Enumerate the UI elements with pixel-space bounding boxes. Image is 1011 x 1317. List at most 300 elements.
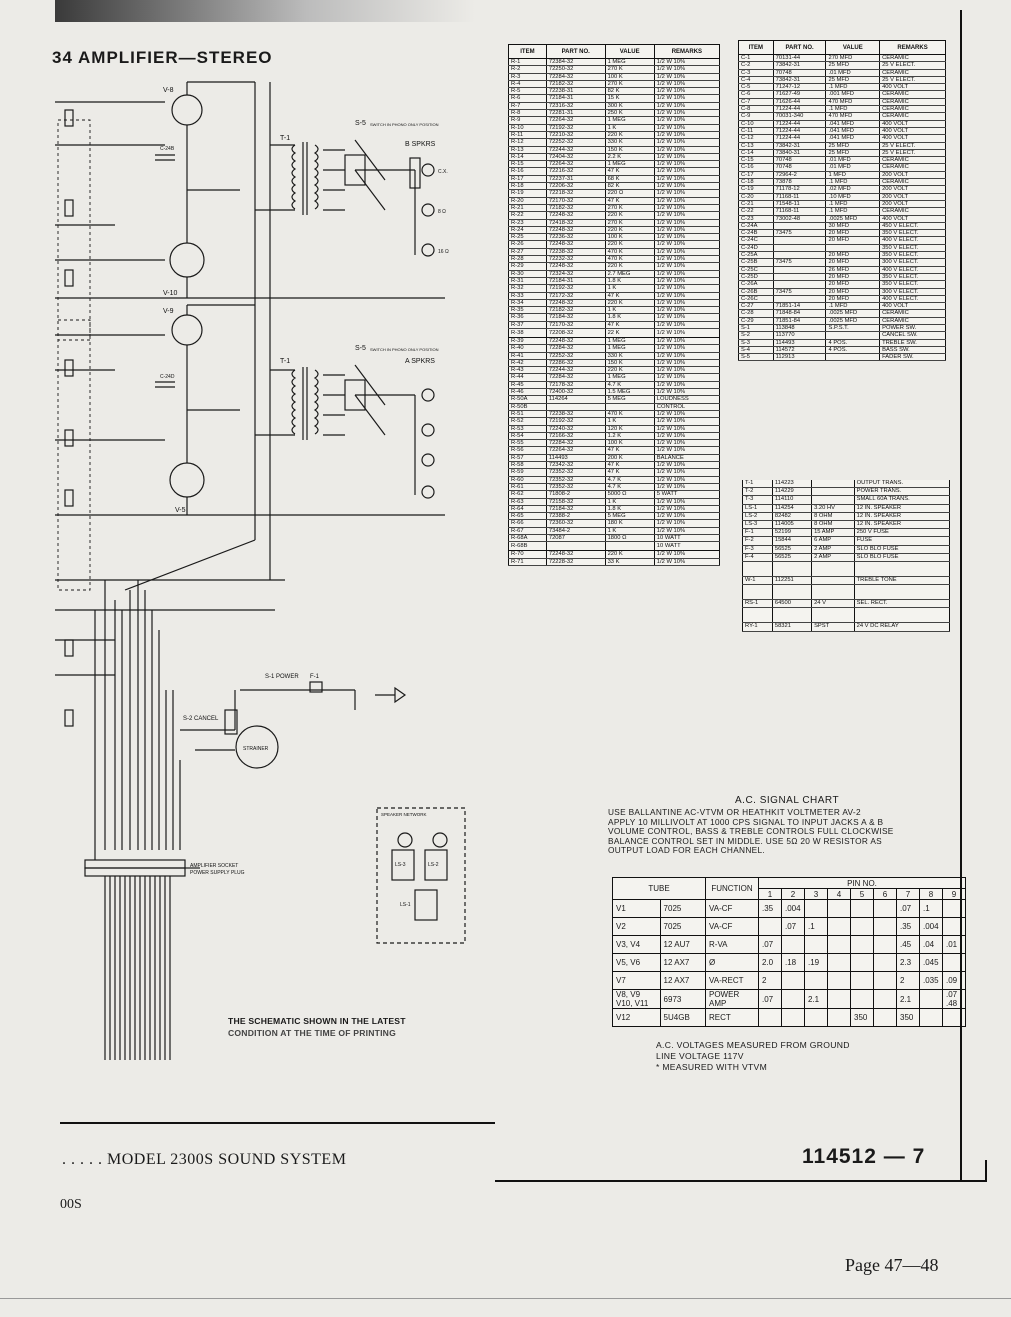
cell-remarks: 300 V ELECT.	[880, 259, 946, 266]
cell-item: LS-2	[743, 512, 773, 520]
cell-part-no: 70031-340	[773, 113, 826, 120]
cell-part-no: 72248-32	[546, 212, 605, 219]
cell-value	[812, 496, 855, 504]
cell-item: C-4	[739, 76, 774, 83]
cell-pin-value	[920, 990, 943, 1009]
cell-remarks: FUSE	[854, 537, 949, 545]
cell-tube: 5U4GB	[660, 1009, 705, 1027]
table-row	[509, 389, 720, 396]
table-row	[509, 59, 720, 66]
table-row	[509, 381, 720, 388]
cell-value: 20 MFD	[826, 281, 880, 288]
cell-remarks: CANCEL SW.	[880, 332, 946, 339]
table-row	[739, 62, 946, 69]
table-row	[739, 317, 946, 324]
cell-part-no: 73475	[773, 259, 826, 266]
cell-part-no: 82482	[772, 512, 811, 520]
cell-remarks: CERAMIC	[880, 113, 946, 120]
cell-pin-value: .19	[805, 954, 828, 972]
cell-item: C-28	[739, 310, 774, 317]
cell-remarks: 1/2 W 10%	[654, 299, 719, 306]
cell-value: 20 MFD	[826, 259, 880, 266]
cell-item: R-19	[509, 190, 547, 197]
cell-pin-value: 350	[851, 1009, 874, 1027]
cell-remarks: 1/2 W 10%	[654, 110, 719, 117]
cell-remarks: 400 VOLT	[880, 215, 946, 222]
cell-remarks: 1/2 W 10%	[654, 256, 719, 263]
s1-power-label: S-1 POWER	[265, 674, 299, 680]
ls2-label: LS-2	[428, 862, 439, 868]
cell-remarks: 25 V ELECT.	[880, 76, 946, 83]
cell-function: VA-CF	[706, 900, 759, 918]
cell-item: R-34	[509, 299, 547, 306]
cell-remarks: 1/2 W 10%	[654, 469, 719, 476]
cell-part-no: 114223	[772, 480, 811, 488]
cell-part-no: 72184-31	[546, 95, 605, 102]
cell-value: .1 MFD	[826, 208, 880, 215]
cell-value: 270 K	[605, 219, 654, 226]
spacer-cell	[854, 562, 949, 577]
table-row	[509, 337, 720, 344]
cell-value: 26 MFD	[826, 266, 880, 273]
table-row	[739, 208, 946, 215]
cell-value: .01 MFD	[826, 157, 880, 164]
cell-item: R-53	[509, 425, 547, 432]
cell-item: R-40	[509, 345, 547, 352]
cell-part-no: 72232-32	[546, 256, 605, 263]
cell-value: 1.2 K	[605, 432, 654, 439]
cell-item: R-71	[509, 558, 547, 565]
cell-remarks: 24 V DC RELAY	[854, 623, 949, 631]
cell-pin-value: 350	[897, 1009, 920, 1027]
cell-item: R-6	[509, 95, 547, 102]
cell-remarks: 400 VOLT	[880, 127, 946, 134]
table-row	[743, 545, 950, 553]
cell-item: C-19	[739, 186, 774, 193]
cell-part-no: 72184-32	[546, 505, 605, 512]
table-row	[739, 91, 946, 98]
table-row	[743, 496, 950, 504]
cell-part-no: 72170-32	[546, 321, 605, 328]
cell-part-no: 70131-44	[773, 55, 826, 62]
resistor-parts-table	[508, 44, 720, 566]
cell-value	[605, 403, 654, 410]
cell-remarks: 1/2 W 10%	[654, 139, 719, 146]
cell-remarks: 200 VOLT	[880, 200, 946, 207]
cell-remarks: 25 V ELECT.	[880, 149, 946, 156]
spacer-cell	[772, 608, 811, 623]
cell-part-no: 71626-44	[773, 98, 826, 105]
tube-v9-label: V-9	[163, 308, 174, 315]
cell-part-no: 72208-32	[546, 328, 605, 337]
cell-value: .0025 MFD	[826, 310, 880, 317]
cell-part-no: 71168-11	[773, 193, 826, 200]
frame-rule-left	[60, 1122, 495, 1124]
cell-part-no	[773, 295, 826, 302]
misc-parts-table	[742, 480, 950, 632]
cell-item: R-18	[509, 183, 547, 190]
cell-value: 270 K	[605, 204, 654, 211]
cell-remarks: 1/2 W 10%	[654, 447, 719, 454]
footer-model: . . . . . MODEL 2300S SOUND SYSTEM	[62, 1151, 347, 1168]
header-pin: 9	[943, 889, 966, 900]
cell-pin-value	[874, 990, 897, 1009]
cell-item: R-24	[509, 226, 547, 233]
cell-part-no: 71851-14	[773, 303, 826, 310]
spacer-cell	[812, 562, 855, 577]
cell-part-no: 72248-32	[546, 337, 605, 344]
table-row	[509, 542, 720, 551]
cell-pin-value: 2	[897, 972, 920, 990]
cell-remarks: 1/2 W 10%	[654, 285, 719, 292]
cell-remarks: CERAMIC	[880, 55, 946, 62]
table-row	[739, 354, 946, 361]
cell-item: C-21	[739, 200, 774, 207]
cell-remarks: 400 VOLT	[880, 84, 946, 91]
cell-item: F-3	[743, 545, 773, 553]
cell-item: R-1	[509, 59, 547, 66]
cell-value: 1 K	[605, 285, 654, 292]
cell-item: R-63	[509, 498, 547, 505]
cell-pin-value	[759, 1009, 782, 1027]
header-pin-no: PIN NO.	[759, 878, 966, 889]
cell-remarks: 1/2 W 10%	[654, 168, 719, 175]
cell-value: 3.20 HV	[812, 504, 855, 512]
cell-remarks: 400 VOLT	[880, 135, 946, 142]
tap-cx-label: C.X.	[438, 169, 448, 175]
cell-remarks: 1/2 W 10%	[654, 88, 719, 95]
cell-part-no: 72244-32	[546, 146, 605, 153]
cell-part-no: 72248-32	[546, 241, 605, 248]
header-pin: 4	[828, 889, 851, 900]
cell-item: R-60	[509, 476, 547, 483]
cell-value: 25 MFD	[826, 62, 880, 69]
cell-part-no: 15844	[772, 537, 811, 545]
cell-part-no: 71224-44	[773, 120, 826, 127]
table-row	[509, 513, 720, 520]
cell-part-no: 72182-32	[546, 80, 605, 87]
s2-cancel-label: S-2 CANCEL	[183, 716, 219, 722]
cell-value: 47 K	[605, 469, 654, 476]
cell-item: C-29	[739, 317, 774, 324]
cell-part-no: 72248-32	[546, 551, 605, 558]
instruction-line: USE BALLANTINE AC-VTVM OR HEATHKIT VOLTMETER AV-2	[608, 807, 861, 817]
cell-function: Ø	[706, 954, 759, 972]
cell-remarks: 1/2 W 10%	[654, 425, 719, 432]
cell-remarks: 1/2 W 10%	[654, 226, 719, 233]
cell-part-no: 72166-32	[546, 432, 605, 439]
cell-item: C-8	[739, 106, 774, 113]
cell-remarks: 1/2 W 10%	[654, 345, 719, 352]
cell-value: 82 K	[605, 183, 654, 190]
table-row	[739, 142, 946, 149]
cell-value: 100 K	[605, 73, 654, 80]
cell-remarks: 1/2 W 10%	[654, 440, 719, 447]
table-row	[739, 324, 946, 331]
cell-item: R-26	[509, 241, 547, 248]
cell-part-no: 72404-32	[546, 153, 605, 160]
cell-value: 22 K	[605, 328, 654, 337]
cell-part-no: 72388-2	[546, 513, 605, 520]
cell-pin-value	[851, 990, 874, 1009]
frame-rule-tick	[985, 1160, 987, 1182]
cell-value: 82 K	[605, 88, 654, 95]
cell-tube: 12 AU7	[660, 936, 705, 954]
table-row	[739, 273, 946, 280]
table-row	[739, 222, 946, 229]
table-row	[739, 127, 946, 134]
cell-part-no: 114110	[772, 496, 811, 504]
cell-value: 220 K	[605, 551, 654, 558]
cell-value: 1 MFD	[826, 171, 880, 178]
cell-item: S-5	[739, 354, 774, 361]
cell-pin-value: .35	[759, 900, 782, 918]
ls1-label: LS-1	[400, 902, 411, 908]
cell-value	[812, 577, 855, 585]
cell-pin-value	[943, 918, 966, 936]
cell-part-no	[773, 222, 826, 229]
cell-item: C-24B	[739, 230, 774, 237]
cell-item: R-9	[509, 117, 547, 124]
tube-v8-label: V-8	[163, 87, 174, 94]
printing-note	[228, 1015, 406, 1039]
header-part-no: PART NO.	[546, 45, 605, 59]
cell-item: RS-1	[743, 600, 773, 608]
cell-item: R-32	[509, 285, 547, 292]
table-row	[509, 520, 720, 527]
cell-remarks: 1/2 W 10%	[654, 124, 719, 131]
cell-remarks: BASS SW.	[880, 346, 946, 353]
table-row	[509, 299, 720, 306]
cell-remarks: 1/2 W 10%	[654, 161, 719, 168]
table-row	[739, 171, 946, 178]
cell-item: C-23	[739, 215, 774, 222]
cell-remarks: 400 V ELECT.	[880, 237, 946, 244]
cell-remarks: CERAMIC	[880, 98, 946, 105]
cell-item: C-22	[739, 208, 774, 215]
cell-part-no: 114229	[772, 488, 811, 496]
cell-value: 470 MFD	[826, 113, 880, 120]
cell-item: R-35	[509, 307, 547, 314]
cell-value: .02 MFD	[826, 186, 880, 193]
cell-value: 47 K	[605, 462, 654, 469]
cell-part-no: 72238-32	[546, 248, 605, 255]
cell-value: 1 K	[605, 498, 654, 505]
table-row	[739, 346, 946, 353]
cell-value: 270 K	[605, 66, 654, 73]
cell-part-no: 72324-32	[546, 270, 605, 277]
cell-part-no: 72352-32	[546, 476, 605, 483]
cell-value: 220 Ω	[605, 190, 654, 197]
cell-part-no: 72352-32	[546, 483, 605, 490]
table-row	[739, 76, 946, 83]
cell-value: 1.8 K	[605, 314, 654, 321]
cell-value: 5 MEG	[605, 513, 654, 520]
ac-table-header-row	[613, 878, 966, 889]
cell-pin-value	[828, 972, 851, 990]
cell-value: S.P.S.T.	[826, 324, 880, 331]
header-remarks: REMARKS	[654, 45, 719, 59]
cell-value: 300 K	[605, 102, 654, 109]
cell-value: 120 K	[605, 425, 654, 432]
cell-item: R-46	[509, 389, 547, 396]
table-row	[743, 529, 950, 537]
cell-value: 47 K	[605, 321, 654, 328]
cell-item: R-50B	[509, 403, 547, 410]
table-row	[739, 69, 946, 76]
ls3-label: LS-3	[395, 862, 406, 868]
cell-item: R-16	[509, 168, 547, 175]
header-value: VALUE	[605, 45, 654, 59]
cell-item: C-18	[739, 179, 774, 186]
table-row	[509, 359, 720, 366]
cell-tube: 12 AX7	[660, 972, 705, 990]
cell-item: R-58	[509, 462, 547, 469]
cell-value: 20 MFD	[826, 288, 880, 295]
table-row	[743, 553, 950, 561]
cell-part-no	[773, 281, 826, 288]
cell-value: 20 MFD	[826, 252, 880, 259]
cell-value: 330 K	[605, 139, 654, 146]
cell-remarks: 1/2 W 10%	[654, 520, 719, 527]
cell-part-no: 72087	[546, 535, 605, 542]
cell-value: .041 MFD	[826, 120, 880, 127]
cell-item: R-52	[509, 418, 547, 425]
cell-part-no: 73002-48	[773, 215, 826, 222]
table-row	[509, 73, 720, 80]
cell-part-no: 73475	[773, 230, 826, 237]
cell-value: 4.7 K	[605, 381, 654, 388]
cell-function: VA-RECT	[706, 972, 759, 990]
table-row	[509, 66, 720, 73]
table-row	[509, 505, 720, 512]
cell-item: F-2	[743, 537, 773, 545]
cell-remarks: 1/2 W 10%	[654, 381, 719, 388]
cell-remarks: OUTPUT TRANS.	[854, 480, 949, 488]
cell-item: R-37	[509, 321, 547, 328]
cell-item: R-54	[509, 432, 547, 439]
cell-item: C-24D	[739, 244, 774, 251]
cell-part-no: 52199	[772, 529, 811, 537]
cell-item: R-65	[509, 513, 547, 520]
cell-value: 25 MFD	[826, 76, 880, 83]
cell-item: C-24C	[739, 237, 774, 244]
cell-value	[812, 488, 855, 496]
table-row	[509, 454, 720, 461]
cell-remarks: 12 IN. SPEAKER	[854, 504, 949, 512]
table-row	[509, 183, 720, 190]
table-row	[739, 149, 946, 156]
cell-remarks: 350 V ELECT.	[880, 244, 946, 251]
s5-top-label: S-5	[355, 120, 366, 127]
cell-value: 200 K	[605, 454, 654, 461]
table-row	[509, 491, 720, 498]
cell-remarks: 1/2 W 10%	[654, 498, 719, 505]
cell-item: R-41	[509, 352, 547, 359]
cell-part-no: 72384-32	[546, 59, 605, 66]
speaker-network-label: SPEAKER NETWORK	[381, 812, 427, 817]
table-row	[509, 535, 720, 542]
cell-remarks: CERAMIC	[880, 91, 946, 98]
cell-pin-value: .07	[759, 936, 782, 954]
table-row	[509, 241, 720, 248]
table-row	[739, 200, 946, 207]
cell-part-no: 72182-32	[546, 204, 605, 211]
cell-part-no: 56525	[772, 545, 811, 553]
cell-pin-value	[851, 936, 874, 954]
cell-remarks: TREBLE SW.	[880, 339, 946, 346]
cell-item: C-13	[739, 142, 774, 149]
cell-pin-value: .1	[920, 900, 943, 918]
cell-pin-value	[828, 936, 851, 954]
cell-position: V5, V6	[613, 954, 661, 972]
cell-value: 1 MEG	[605, 345, 654, 352]
cell-part-no: 72264-32	[546, 117, 605, 124]
cell-pin-value: .035	[920, 972, 943, 990]
cell-item: C-26B	[739, 288, 774, 295]
cell-remarks: 400 V ELECT.	[880, 295, 946, 302]
cell-position: V2	[613, 918, 661, 936]
s5-bottom-label: S-5	[355, 345, 366, 352]
cell-part-no: 73842-31	[773, 142, 826, 149]
table-row	[743, 480, 950, 488]
printing-note-line-1: THE SCHEMATIC SHOWN IN THE LATEST	[228, 1016, 406, 1026]
cell-value: 220 K	[605, 131, 654, 138]
cell-value: 250 K	[605, 110, 654, 117]
cell-value: 100 K	[605, 234, 654, 241]
cell-item: C-27	[739, 303, 774, 310]
ac-note: A.C. VOLTAGES MEASURED FROM GROUND	[656, 1040, 850, 1050]
cell-item: C-1	[739, 55, 774, 62]
cell-remarks: 12 IN. SPEAKER	[854, 521, 949, 529]
cell-remarks: 1/2 W 10%	[654, 234, 719, 241]
cell-pin-value	[851, 954, 874, 972]
cell-value: .1 MFD	[826, 303, 880, 310]
cell-remarks: 1/2 W 10%	[654, 80, 719, 87]
cell-item: R-38	[509, 328, 547, 337]
cell-item: T-1	[743, 480, 773, 488]
cell-pin-value	[874, 972, 897, 990]
cell-item: R-55	[509, 440, 547, 447]
cell-value: 180 K	[605, 520, 654, 527]
cell-value: 25 MFD	[826, 149, 880, 156]
cell-item: C-14	[739, 149, 774, 156]
cell-part-no: 72182-32	[546, 307, 605, 314]
cell-value: 1 K	[605, 307, 654, 314]
cell-value: 1.5 MEG	[605, 389, 654, 396]
tube-v10-label: V-10	[163, 290, 178, 297]
cell-value: .041 MFD	[826, 135, 880, 142]
header-value: VALUE	[826, 41, 880, 55]
cell-remarks: 1/2 W 10%	[654, 292, 719, 299]
cell-value: 2.2 K	[605, 153, 654, 160]
spacer-cell	[854, 585, 949, 600]
cell-remarks: CERAMIC	[880, 310, 946, 317]
cell-item: T-2	[743, 488, 773, 496]
cell-remarks: LOUDNESS	[654, 396, 719, 403]
t1-top-label: T-1	[280, 135, 291, 142]
cell-function: POWER AMP	[706, 990, 759, 1009]
strainer-label: STRAINER	[243, 746, 269, 752]
cell-item: R-10	[509, 124, 547, 131]
cell-remarks: SLO BLO FUSE	[854, 553, 949, 561]
cell-value: 100 K	[605, 440, 654, 447]
cell-item: C-16	[739, 164, 774, 171]
table-row	[509, 226, 720, 233]
cell-item: R-28	[509, 256, 547, 263]
cell-part-no: 70748	[773, 157, 826, 164]
table-row	[739, 288, 946, 295]
